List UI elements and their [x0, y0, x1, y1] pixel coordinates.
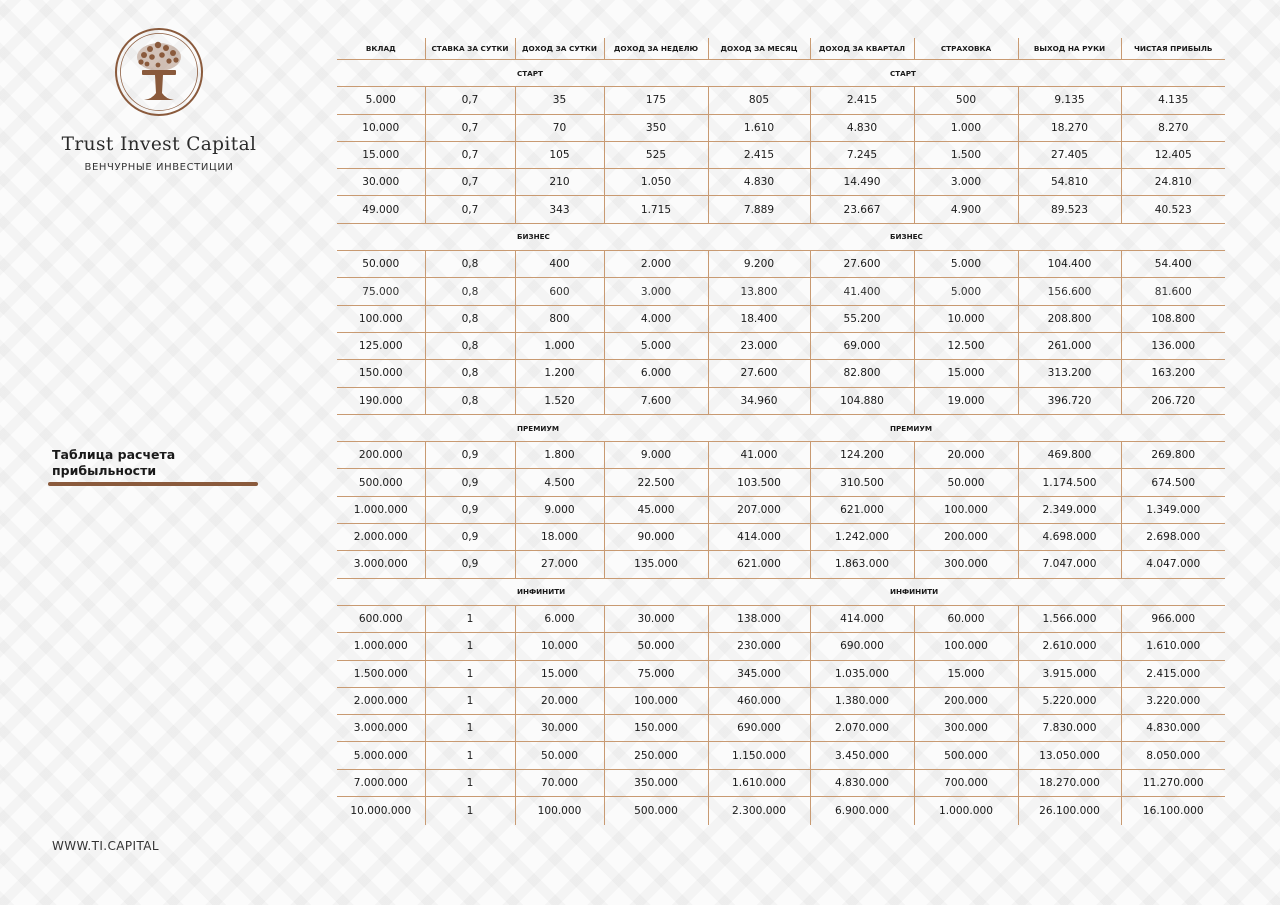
table-cell: 1.000.000	[337, 496, 425, 523]
table-cell: 3.000.000	[337, 551, 425, 578]
table-cell: 23.000	[708, 332, 810, 359]
table-cell: 175	[604, 87, 708, 114]
table-cell: 1	[425, 797, 515, 826]
table-cell: 105	[515, 141, 604, 168]
table-cell: 75.000	[337, 278, 425, 305]
table-cell: 150.000	[337, 360, 425, 387]
table-cell: 400	[515, 251, 604, 278]
table-cell: 207.000	[708, 496, 810, 523]
table-cell: 10.000	[337, 114, 425, 141]
table-cell: 6.900.000	[810, 797, 914, 826]
table-cell: 10.000	[515, 633, 604, 660]
table-cell: 0,9	[425, 524, 515, 551]
table-cell: 55.200	[810, 305, 914, 332]
table-cell: 3.000	[914, 169, 1018, 196]
table-cell: 23.667	[810, 196, 914, 223]
table-cell: 600	[515, 278, 604, 305]
table-cell: 206.720	[1121, 387, 1225, 414]
table-cell: 70	[515, 114, 604, 141]
table-cell: 690.000	[810, 633, 914, 660]
table-cell: 0,9	[425, 442, 515, 469]
table-cell: 100.000	[337, 305, 425, 332]
table-cell: 18.000	[515, 524, 604, 551]
table-cell: 1.200	[515, 360, 604, 387]
table-cell: 208.800	[1018, 305, 1121, 332]
table-cell: 150.000	[604, 715, 708, 742]
table-cell: 3.000.000	[337, 715, 425, 742]
section-title: ИНФИНИТИ	[337, 578, 810, 605]
table-cell: 1.715	[604, 196, 708, 223]
table-row	[337, 169, 1225, 196]
table-cell: 500	[914, 87, 1018, 114]
table-cell: 8.050.000	[1121, 742, 1225, 769]
table-cell: 1.520	[515, 387, 604, 414]
table-row	[337, 196, 1225, 223]
table-cell: 7.600	[604, 387, 708, 414]
brand-subtitle: ВЕНЧУРНЫЕ ИНВЕСТИЦИИ	[84, 162, 234, 173]
table-row	[337, 524, 1225, 551]
section-header-row	[337, 578, 1225, 605]
table-cell: 805	[708, 87, 810, 114]
side-title: Таблица расчета прибыльности	[52, 447, 176, 478]
table-cell: 89.523	[1018, 196, 1121, 223]
table-cell: 1	[425, 742, 515, 769]
table-cell: 2.415	[810, 87, 914, 114]
table-cell: 200.000	[914, 524, 1018, 551]
table-cell: 1.174.500	[1018, 469, 1121, 496]
table-cell: 2.415.000	[1121, 660, 1225, 687]
table-cell: 300.000	[914, 551, 1018, 578]
table-row	[337, 742, 1225, 769]
table-row	[337, 114, 1225, 141]
table-cell: 27.600	[810, 251, 914, 278]
table-cell: 50.000	[515, 742, 604, 769]
table-cell: 1.000	[914, 114, 1018, 141]
table-cell: 1.000	[515, 332, 604, 359]
table-cell: 124.200	[810, 442, 914, 469]
col-header: ДОХОД ЗА НЕДЕЛЮ	[604, 38, 708, 60]
table-row	[337, 278, 1225, 305]
table-cell: 4.830	[810, 114, 914, 141]
table-cell: 104.880	[810, 387, 914, 414]
table-cell: 0,8	[425, 251, 515, 278]
col-header: ЧИСТАЯ ПРИБЫЛЬ	[1121, 38, 1225, 60]
table-cell: 200.000	[914, 687, 1018, 714]
table-cell: 30.000	[515, 715, 604, 742]
accent-divider	[48, 482, 258, 486]
table-cell: 0,8	[425, 278, 515, 305]
table-cell: 2.698.000	[1121, 524, 1225, 551]
table-cell: 7.000.000	[337, 769, 425, 796]
table-cell: 41.400	[810, 278, 914, 305]
table-cell: 4.900	[914, 196, 1018, 223]
table-cell: 100.000	[914, 496, 1018, 523]
table-cell: 2.610.000	[1018, 633, 1121, 660]
table-cell: 5.000	[604, 332, 708, 359]
table-cell: 1.150.000	[708, 742, 810, 769]
table-cell: 3.000	[604, 278, 708, 305]
table-cell: 4.830	[708, 169, 810, 196]
table-cell: 11.270.000	[1121, 769, 1225, 796]
table-cell: 350.000	[604, 769, 708, 796]
table-row	[337, 141, 1225, 168]
table-cell: 9.000	[515, 496, 604, 523]
table-cell: 27.405	[1018, 141, 1121, 168]
table-cell: 18.400	[708, 305, 810, 332]
table-cell: 2.000.000	[337, 687, 425, 714]
table-row	[337, 442, 1225, 469]
table-cell: 700.000	[914, 769, 1018, 796]
table-cell: 0,7	[425, 196, 515, 223]
table-cell: 0,8	[425, 332, 515, 359]
table-cell: 100.000	[914, 633, 1018, 660]
col-header: ВЫХОД НА РУКИ	[1018, 38, 1121, 60]
table-row	[337, 496, 1225, 523]
table-cell: 19.000	[914, 387, 1018, 414]
table-cell: 54.810	[1018, 169, 1121, 196]
table-cell: 0,8	[425, 360, 515, 387]
table-cell: 69.000	[810, 332, 914, 359]
table-cell: 1.000.000	[337, 633, 425, 660]
table-cell: 135.000	[604, 551, 708, 578]
table-cell: 10.000.000	[350, 805, 412, 818]
section-title: ИНФИНИТИ	[810, 578, 1225, 605]
table-cell: 41.000	[708, 442, 810, 469]
table-cell: 100.000	[515, 797, 604, 826]
table-cell: 15.000	[515, 660, 604, 687]
table-cell: 34.960	[708, 387, 810, 414]
col-header: ДОХОД ЗА МЕСЯЦ	[708, 38, 810, 60]
table-row	[337, 687, 1225, 714]
col-header: ДОХОД ЗА СУТКИ	[515, 38, 604, 60]
table-header-row	[337, 38, 1225, 60]
table-cell: 15.000	[914, 660, 1018, 687]
table-cell: 0,8	[425, 387, 515, 414]
table-row	[337, 469, 1225, 496]
table-cell: 0,7	[425, 114, 515, 141]
table-cell: 1.566.000	[1018, 605, 1121, 632]
section-title: БИЗНЕС	[810, 223, 1225, 250]
table-cell: 4.135	[1121, 87, 1225, 114]
table-cell: 104.400	[1018, 251, 1121, 278]
table-cell: 800	[515, 305, 604, 332]
table-cell: 30.000	[604, 605, 708, 632]
table-cell: 1	[425, 769, 515, 796]
table-cell: 4.830.000	[810, 769, 914, 796]
table-cell: 500.000	[914, 742, 1018, 769]
table-cell: 0,7	[425, 169, 515, 196]
table-cell: 0,7	[425, 141, 515, 168]
table-cell: 1.035.000	[810, 660, 914, 687]
table-cell: 261.000	[1018, 332, 1121, 359]
table-cell: 343	[515, 196, 604, 223]
table-cell: 600.000	[337, 605, 425, 632]
table-cell: 1.380.000	[810, 687, 914, 714]
tree-logo-icon	[114, 27, 204, 117]
col-header: СТРАХОВКА	[914, 38, 1018, 60]
table-cell: 310.500	[810, 469, 914, 496]
table-cell: 12.500	[914, 332, 1018, 359]
table-cell: 690.000	[708, 715, 810, 742]
table-cell: 18.270.000	[1018, 769, 1121, 796]
table-cell: 13.800	[708, 278, 810, 305]
table-cell: 40.523	[1121, 196, 1225, 223]
table-cell: 230.000	[708, 633, 810, 660]
table-cell: 138.000	[708, 605, 810, 632]
table-cell: 4.698.000	[1018, 524, 1121, 551]
table-cell: 5.000.000	[337, 742, 425, 769]
table-cell: 5.000	[337, 87, 425, 114]
table-cell: 15.000	[337, 141, 425, 168]
table-row	[337, 551, 1225, 578]
table-cell: 5.000	[914, 251, 1018, 278]
table-row	[337, 251, 1225, 278]
table-cell: 7.830.000	[1018, 715, 1121, 742]
table-cell: 24.810	[1121, 169, 1225, 196]
section-title: ПРЕМИУМ	[337, 414, 810, 441]
table-cell: 103.500	[708, 469, 810, 496]
section-title: СТАРТ	[337, 60, 810, 87]
table-row	[337, 797, 1225, 826]
table-cell: 60.000	[914, 605, 1018, 632]
table-cell: 10.000	[914, 305, 1018, 332]
table-cell: 1.500.000	[337, 660, 425, 687]
table-cell: 460.000	[708, 687, 810, 714]
table-cell: 1.610.000	[708, 769, 810, 796]
table-cell: 26.100.000	[1018, 797, 1121, 826]
table-row	[337, 360, 1225, 387]
table-cell: 81.600	[1121, 278, 1225, 305]
table-row	[337, 769, 1225, 796]
table-cell: 2.000	[604, 251, 708, 278]
table-cell: 0,7	[425, 87, 515, 114]
table-cell: 22.500	[604, 469, 708, 496]
table-cell: 70.000	[515, 769, 604, 796]
table-cell: 50.000	[337, 251, 425, 278]
table-cell: 2.349.000	[1018, 496, 1121, 523]
table-cell: 6.000	[604, 360, 708, 387]
table-cell: 75.000	[604, 660, 708, 687]
table-cell: 500.000	[604, 797, 708, 826]
table-row	[337, 715, 1225, 742]
table-cell: 1.610.000	[1121, 633, 1225, 660]
table-cell: 20.000	[914, 442, 1018, 469]
table-cell: 8.270	[1121, 114, 1225, 141]
table-row	[337, 633, 1225, 660]
table-cell: 35	[515, 87, 604, 114]
table-cell: 50.000	[914, 469, 1018, 496]
table-cell: 6.000	[515, 605, 604, 632]
table-cell: 15.000	[914, 360, 1018, 387]
table-cell: 469.800	[1018, 442, 1121, 469]
table-cell: 3.915.000	[1018, 660, 1121, 687]
section-header-row	[337, 223, 1225, 250]
col-header: ДОХОД ЗА КВАРТАЛ	[810, 38, 914, 60]
table-cell: 4.830.000	[1121, 715, 1225, 742]
table-cell: 0,9	[425, 469, 515, 496]
table-cell: 18.270	[1018, 114, 1121, 141]
table-cell: 27.000	[515, 551, 604, 578]
table-cell: 200.000	[337, 442, 425, 469]
table-cell: 4.000	[604, 305, 708, 332]
table-cell: 82.800	[810, 360, 914, 387]
table-cell: 210	[515, 169, 604, 196]
table-row	[337, 605, 1225, 632]
table-cell: 2.070.000	[810, 715, 914, 742]
table-cell: 7.047.000	[1018, 551, 1121, 578]
table-cell: 621.000	[810, 496, 914, 523]
table-cell: 3.220.000	[1121, 687, 1225, 714]
table-cell: 0,9	[425, 496, 515, 523]
table-cell: 674.500	[1121, 469, 1225, 496]
table-cell: 4.500	[515, 469, 604, 496]
table-cell: 345.000	[708, 660, 810, 687]
table-cell: 300.000	[914, 715, 1018, 742]
table-cell: 5.000	[914, 278, 1018, 305]
table-cell: 30.000	[337, 169, 425, 196]
table-cell: 0,8	[425, 305, 515, 332]
col-header: ВКЛАД	[337, 38, 425, 60]
table-cell: 163.200	[1121, 360, 1225, 387]
table-cell: 1	[425, 633, 515, 660]
table-cell: 125.000	[337, 332, 425, 359]
table-cell: 1.242.000	[810, 524, 914, 551]
table-cell: 13.050.000	[1018, 742, 1121, 769]
table-cell: 136.000	[1121, 332, 1225, 359]
table-cell: 0,9	[425, 551, 515, 578]
table-cell: 3.450.000	[810, 742, 914, 769]
table-cell: 14.490	[810, 169, 914, 196]
table-row	[337, 87, 1225, 114]
table-cell: 108.800	[1121, 305, 1225, 332]
table-cell: 1.050	[604, 169, 708, 196]
table-cell: 350	[604, 114, 708, 141]
table-cell: 4.047.000	[1121, 551, 1225, 578]
table-cell: 2.000.000	[337, 524, 425, 551]
table-cell: 7.889	[708, 196, 810, 223]
table-cell: 525	[604, 141, 708, 168]
table-cell: 2.415	[708, 141, 810, 168]
table-cell: 1.349.000	[1121, 496, 1225, 523]
brand-name: Trust Invest Capital	[61, 134, 257, 155]
table-cell: 156.600	[1018, 278, 1121, 305]
table-cell: 414.000	[708, 524, 810, 551]
table-cell: 9.200	[708, 251, 810, 278]
table-cell: 2.300.000	[708, 797, 810, 826]
table-cell: 1.610	[708, 114, 810, 141]
table-cell: 7.245	[810, 141, 914, 168]
table-cell: 9.000	[604, 442, 708, 469]
table-cell: 12.405	[1121, 141, 1225, 168]
table-body	[337, 60, 1225, 826]
table-cell: 27.600	[708, 360, 810, 387]
table-row	[337, 660, 1225, 687]
table-row	[337, 387, 1225, 414]
table-cell: 250.000	[604, 742, 708, 769]
table-cell: 16.100.000	[1121, 797, 1225, 826]
section-title: БИЗНЕС	[337, 223, 810, 250]
section-title: СТАРТ	[810, 60, 1225, 87]
table-row	[337, 332, 1225, 359]
table-cell: 1.863.000	[810, 551, 914, 578]
section-header-row	[337, 60, 1225, 87]
table-cell: 1	[425, 660, 515, 687]
table-cell: 966.000	[1121, 605, 1225, 632]
table-cell: 49.000	[337, 196, 425, 223]
table-cell: 9.135	[1018, 87, 1121, 114]
table-cell: 5.220.000	[1018, 687, 1121, 714]
section-header-row	[337, 414, 1225, 441]
table-cell: 313.200	[1018, 360, 1121, 387]
section-title: ПРЕМИУМ	[810, 414, 1225, 441]
table-cell: 621.000	[708, 551, 810, 578]
table-cell: 1.000.000	[914, 797, 1018, 826]
table-cell: 100.000	[604, 687, 708, 714]
table-cell: 20.000	[515, 687, 604, 714]
table-cell: 1	[425, 715, 515, 742]
table-cell: 1	[425, 687, 515, 714]
table-cell: 500.000	[337, 469, 425, 496]
table-cell: 1.800	[515, 442, 604, 469]
col-header: СТАВКА ЗА СУТКИ	[425, 38, 515, 60]
table-cell: 190.000	[337, 387, 425, 414]
table-cell: 269.800	[1121, 442, 1225, 469]
table-cell: 1	[425, 605, 515, 632]
table-row	[337, 305, 1225, 332]
table-cell: 50.000	[604, 633, 708, 660]
table-cell: 90.000	[604, 524, 708, 551]
profit-table	[337, 38, 1225, 825]
website-link[interactable]: WWW.TI.CAPITAL	[52, 839, 159, 853]
table-cell: 414.000	[810, 605, 914, 632]
table-cell: 45.000	[604, 496, 708, 523]
table-cell: 396.720	[1018, 387, 1121, 414]
table-cell: 54.400	[1121, 251, 1225, 278]
table-cell: 1.500	[914, 141, 1018, 168]
